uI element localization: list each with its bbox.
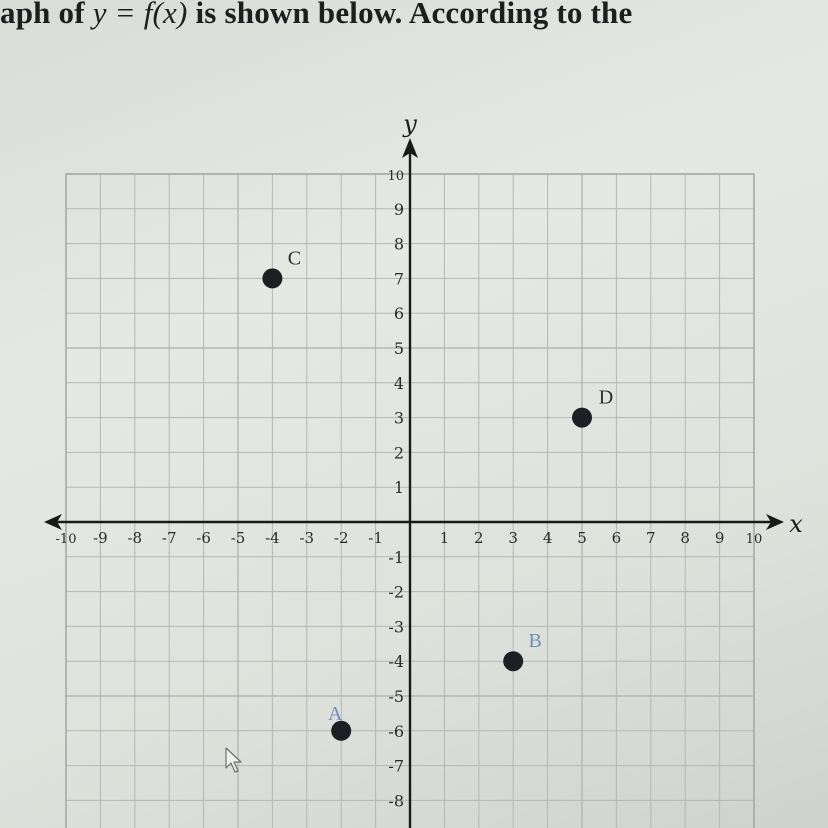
header-text-start: aph of (0, 0, 93, 30)
x-tick-label: -3 (299, 529, 315, 547)
y-tick-label: -7 (388, 756, 404, 776)
x-tick-label: -1 (368, 529, 383, 547)
x-axis-label: x (789, 510, 803, 538)
y-tick-label: 8 (393, 234, 404, 254)
axes (44, 110, 803, 828)
x-tick-label: 7 (646, 529, 656, 547)
header-function-notation: y = f(x) (92, 0, 188, 30)
point-label-c: C (287, 247, 302, 270)
x-tick-label: -4 (265, 529, 280, 547)
y-tick-labels (387, 169, 404, 828)
x-tick-label: -6 (196, 529, 211, 547)
y-tick-label: -6 (388, 721, 404, 741)
y-tick-label: 5 (393, 339, 404, 358)
data-point-d (572, 408, 592, 428)
x-tick-label: -7 (161, 529, 177, 547)
y-tick-label: -2 (388, 582, 404, 602)
y-tick-label: 1 (393, 478, 404, 498)
x-tick-label: -2 (333, 529, 349, 547)
y-tick-label: 10 (387, 169, 404, 184)
mouse-pointer-icon (224, 746, 248, 776)
x-tick-label: 5 (577, 529, 587, 547)
x-tick-label: 3 (508, 529, 518, 547)
data-point-b (503, 651, 523, 671)
x-tick-label: -10 (55, 532, 77, 547)
y-tick-label: 2 (393, 443, 404, 463)
header-text-end: is shown below. According to the (187, 0, 633, 30)
x-tick-label: 8 (680, 529, 690, 547)
y-tick-label: -1 (388, 547, 404, 567)
point-label-d: D (598, 386, 614, 409)
x-tick-label: 1 (439, 529, 450, 547)
x-tick-label: -5 (230, 529, 246, 547)
y-tick-label: 4 (393, 373, 404, 393)
x-tick-label: 10 (745, 532, 763, 547)
y-tick-label: -4 (388, 652, 404, 672)
x-tick-label: 4 (542, 529, 553, 547)
y-axis-label: y (403, 110, 417, 138)
x-tick-label: -8 (127, 529, 143, 547)
y-tick-label: 6 (393, 304, 404, 324)
y-tick-label: 3 (393, 408, 404, 428)
x-tick-label: 2 (474, 529, 484, 547)
x-tick-label: -9 (93, 529, 108, 547)
data-point-c (262, 268, 282, 288)
data-points (262, 247, 613, 740)
y-tick-label: 9 (393, 199, 404, 219)
x-tick-label: 6 (611, 529, 622, 547)
point-label-a: A (327, 702, 343, 725)
y-tick-label: -3 (388, 617, 404, 637)
y-tick-label: -8 (388, 791, 404, 811)
y-tick-label: -5 (388, 687, 404, 706)
y-tick-label: 7 (393, 269, 404, 289)
point-label-b: B (528, 630, 542, 653)
x-tick-label: 9 (714, 529, 725, 547)
